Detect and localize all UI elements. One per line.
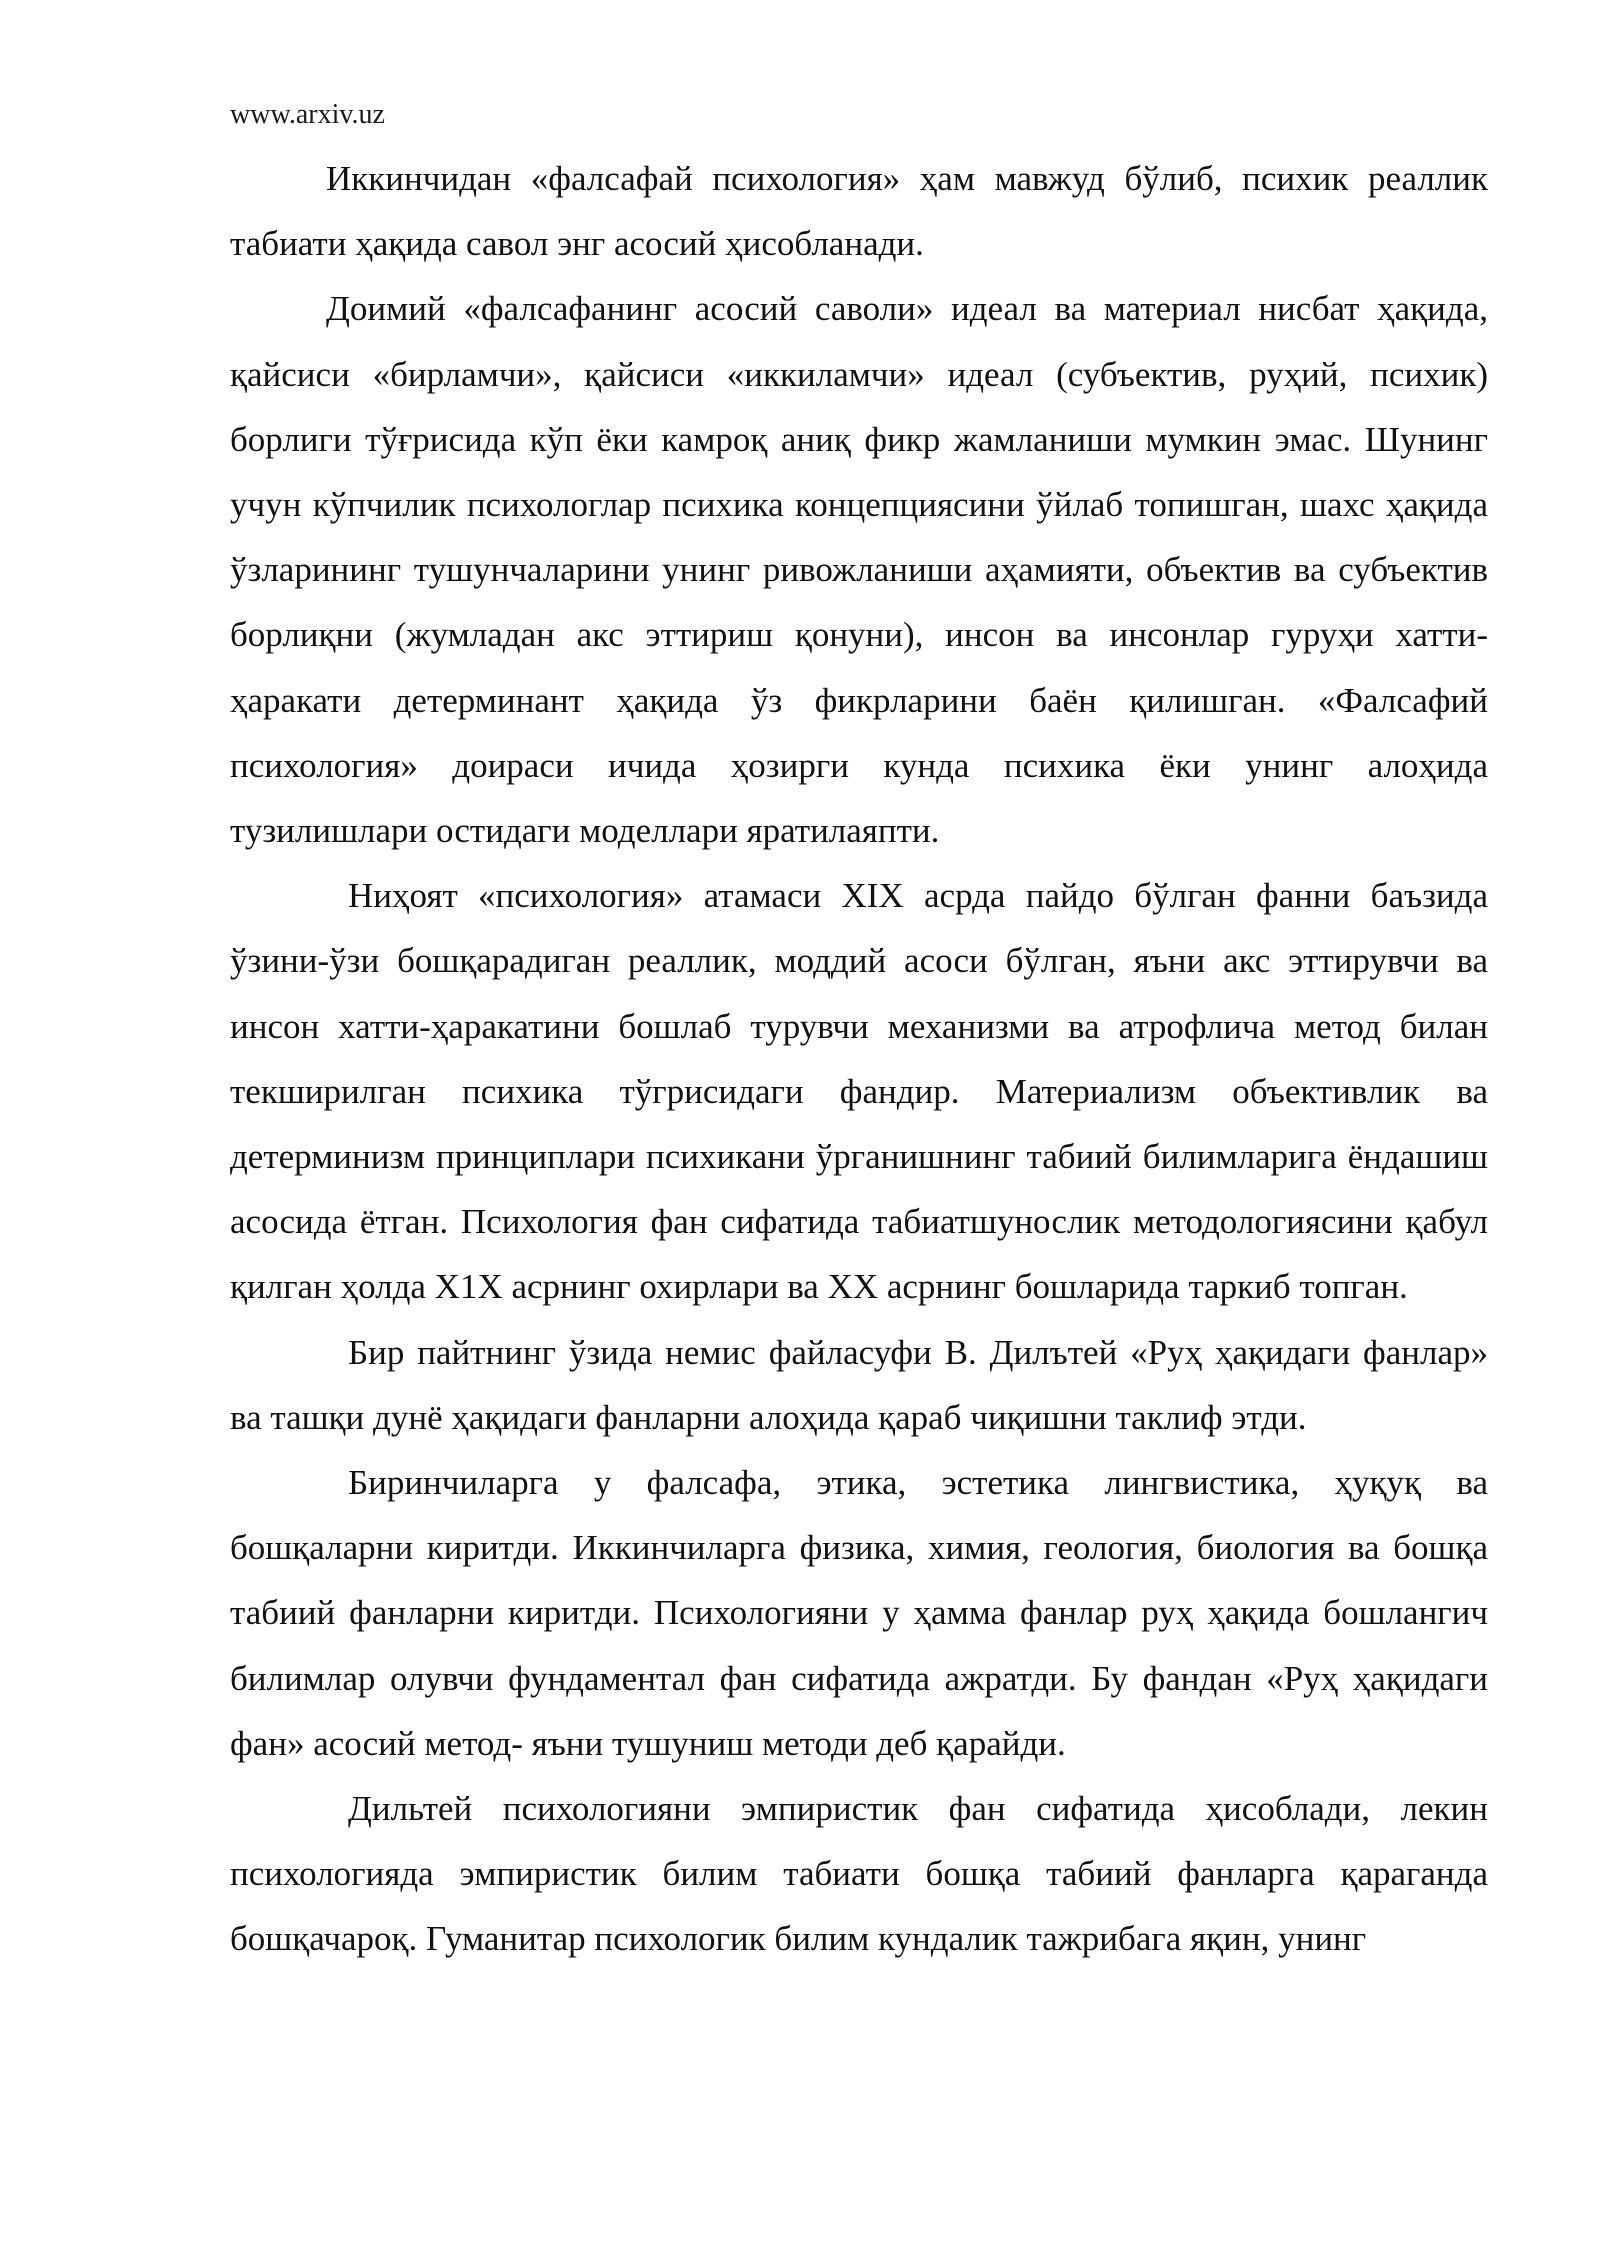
paragraph: Дильтей психологияни эмпиристик фан сифатида ҳисоблади, лекин психологияда эмпиристик билим табиати бошқа табиий фанларга қараганда бошқачароқ. Гуманитар психологик билим кундалик тажрибага яқин, унинг (230, 1789, 1488, 1959)
paragraph: Бир пайтнинг ўзида немис файласуфи В. Дилътей «Руҳ ҳақидаги фанлар» ва ташқи дунё ҳақидаги фанларни алоҳида қараб чиқишни таклиф этди. (230, 1332, 1488, 1437)
paragraph: Ниҳоят «психология» атамаси XIX асрда пайдо бўлган фанни баъзида ўзини-ўзи бошқарадиган реаллик, моддий асоси бўлган, яъни акс эттирувчи ва инсон хатти-ҳаракатини бошлаб турувчи механизми ва атрофлича метод билан текширилган психика тўгрисидаги фандир. Материализм объективлик ва детерминизм принциплари психикани ўрганишнинг табиий билимларига ёндашиш асосида ётган. Психология фан сифатида табиатшунослик методологиясини қабул қилган ҳолда X1X асрнинг охирлари ва XX асрнинг бошларида таркиб топган. (230, 876, 1488, 1307)
paragraph: Доимий «фалсафанинг асосий саволи» идеал ва материал нисбат ҳақида, қайсиси «бирламчи», қайсиси «иккиламчи» идеал (субъектив, руҳий, психик) борлиги тўғрисида кўп ёки камроқ аниқ фикр жамланиши мумкин эмас. Шунинг учун кўпчилик психологлар психика концепциясини ўйлаб топишган, шахс ҳақида ўзларининг тушунчаларини унинг ривожланиши аҳамияти, объектив ва субъектив борлиқни (жумладан акс эттириш қонуни), инсон ва инсонлар гуруҳи хатти-ҳаракати детерминант ҳақида ўз фикрларини баён қилишган. «Фалсафий психология» доираси ичида ҳозирги кунда психика ёки унинг алоҳида тузилишлари остидаги моделлари яратилаяпти. (230, 289, 1488, 851)
paragraph: Иккинчидан «фалсафай психология» ҳам мавжуд бўлиб, психик реаллик табиати ҳақида савол энг асосий ҳисобланади. (230, 159, 1488, 264)
header-url: www.arxiv.uz (230, 99, 385, 130)
paragraph: Биринчиларга у фалсафа, этика, эстетика лингвистика, ҳуқуқ ва бошқаларни киритди. Иккинчиларга физика, химия, геология, биология ва бошқа табиий фанларни киритди. Психологияни у ҳамма фанлар руҳ ҳақида бошлангич билимлар олувчи фундаментал фан сифатида ажратди. Бу фандан «Руҳ ҳақидаги фан» асосий метод- яъни тушуниш методи деб қарайди. (230, 1463, 1488, 1763)
document-body (230, 146, 1488, 1972)
